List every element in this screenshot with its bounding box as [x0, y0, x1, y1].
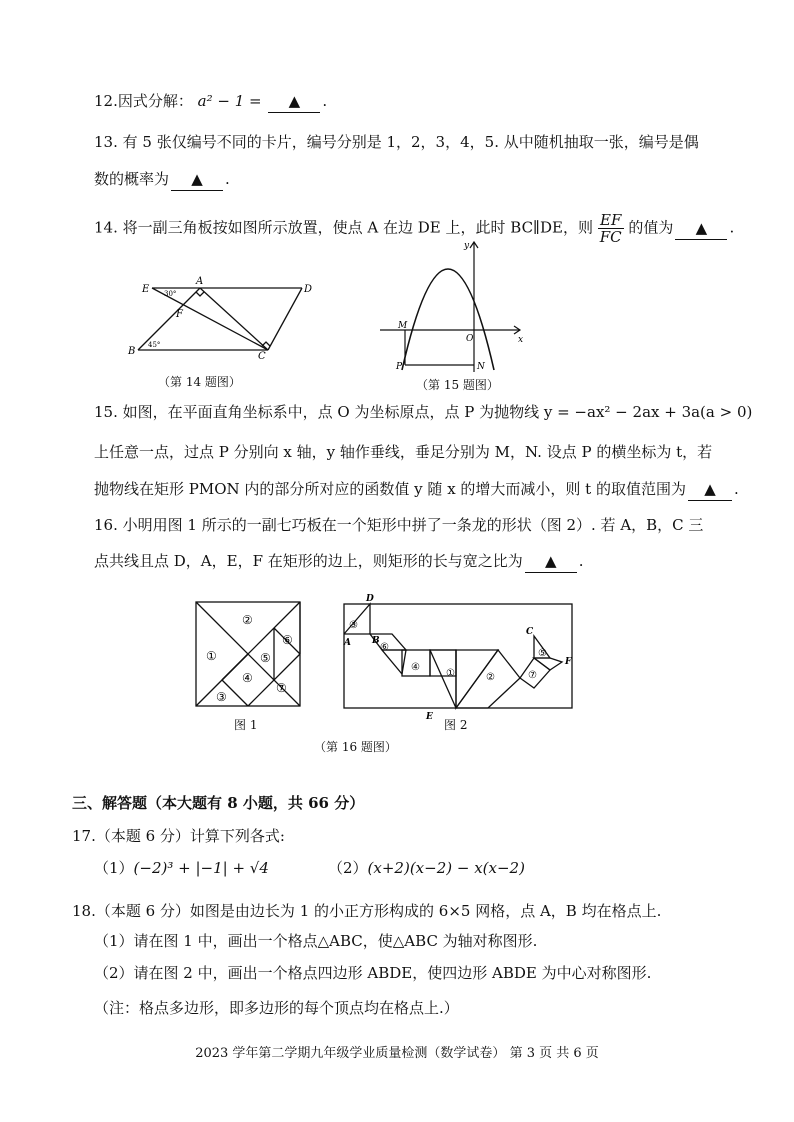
question-18-note: （注：格点多边形，即多边形的每个顶点均在格点上.） [94, 999, 459, 1017]
q12-number: 12. [94, 92, 118, 110]
point-A-label: A [344, 638, 351, 648]
dragon-piece-2: ② [486, 672, 495, 683]
label-N: N [477, 362, 485, 372]
dragon-piece-3: ③ [349, 620, 358, 631]
piece-6-label: ⑥ [282, 633, 293, 647]
dragon-piece-6: ⑥ [380, 642, 389, 653]
question-15-line-2: 上任意一点，过点 P 分别向 x 轴，y 轴作垂线，垂足分别为 M，N. 设点 P 的横坐标为 t，若 [94, 443, 713, 461]
triangle-icon: ▲ [695, 218, 708, 237]
triangle-icon: ▲ [544, 552, 557, 570]
piece-2-label: ② [242, 613, 253, 627]
question-15-line-3 [94, 478, 739, 501]
piece-4-label: ④ [242, 671, 253, 685]
point-B-label: B [372, 636, 380, 646]
q14-fraction-numerator: EF [598, 212, 624, 229]
q16-text: 点共线且点 D，A，E，F 在矩形的边上，则矩形的长与宽之比为 [94, 552, 523, 570]
question-17-part-2 [328, 857, 525, 879]
axis-x-label: x [518, 335, 524, 345]
piece-3-label: ③ [216, 690, 227, 704]
piece-5-label: ⑤ [260, 651, 271, 665]
question-17-part-1 [94, 857, 269, 879]
label-A: A [196, 276, 204, 287]
label-D: D [304, 284, 313, 295]
q16-end: . [578, 552, 584, 570]
q14-text-a: 14. 将一副三角板按如图所示放置，使点 A 在边 DE 上，此时 BC∥DE，则 [94, 218, 593, 237]
question-15-line-1: 15. 如图，在平面直角坐标系中，点 O 为坐标原点，点 P 为抛物线 y = −ax² − 2ax + 3a(a > 0) [94, 403, 753, 421]
piece-1-label: ① [206, 649, 217, 663]
figure-16-1-label: 图 1 [234, 718, 258, 732]
dragon-piece-1: ① [446, 668, 455, 679]
q12-expression: a² − 1 = [197, 92, 262, 110]
point-E-label: E [426, 712, 433, 722]
triangle-icon: ▲ [191, 170, 203, 188]
label-M: M [398, 321, 408, 331]
label-F: F [176, 309, 183, 320]
figure-16-tangram [194, 600, 302, 708]
piece-7-label: ⑦ [276, 681, 287, 695]
q15-end: . [733, 480, 739, 498]
q17-p1-number: （1） [94, 859, 134, 877]
page-footer: 2023 学年第二学期九年级学业质量检测（数学试卷） 第 3 页 共 6 页 [195, 1046, 599, 1061]
figure-15-caption: （第 15 题图） [416, 378, 499, 392]
q13-end: . [225, 170, 230, 188]
question-18-part-1: （1）请在图 1 中，画出一个格点△ABC，使△ABC 为轴对称图形. [94, 932, 538, 950]
label-C: C [258, 351, 266, 362]
dragon-piece-4: ④ [411, 662, 420, 673]
dragon-piece-7: ⑦ [528, 670, 537, 681]
point-D-label: D [366, 594, 374, 604]
q15-text: 抛物线在矩形 PMON 内的部分所对应的函数值 y 随 x 的增大而减小，则 t 的取值范围为 [94, 480, 686, 498]
section-3-heading: 三、解答题（本大题有 8 小题，共 66 分） [72, 794, 365, 812]
q14-answer-blank [675, 217, 727, 240]
q14-fraction-denominator: FC [599, 228, 622, 246]
q14-fraction [598, 212, 624, 245]
axis-y-label: y [464, 241, 470, 251]
triangle-icon: ▲ [288, 92, 301, 110]
q12-text: 因式分解： [117, 92, 193, 110]
figure-15 [378, 238, 528, 374]
label-B: B [128, 346, 136, 357]
q14-end: . [729, 218, 735, 237]
angle-30-label: 30° [164, 290, 177, 298]
question-13-line-2 [94, 168, 230, 191]
angle-45-label: 45° [148, 341, 161, 349]
figure-14-caption: （第 14 题图） [158, 375, 241, 389]
question-16-line-2 [94, 550, 584, 573]
question-13-line-1: 13. 有 5 张仅编号不同的卡片，编号分别是 1，2，3，4，5. 从中随机抽取一张，编号是偶 [94, 133, 699, 151]
figure-14 [120, 272, 320, 364]
q17-p2-number: （2） [328, 859, 368, 877]
q17-p2-expression: (x+2)(x−2) − x(x−2) [367, 859, 525, 877]
question-12 [94, 90, 327, 113]
q13-answer-blank [171, 168, 223, 191]
point-C-label: C [526, 627, 534, 637]
q12-end: . [322, 92, 328, 110]
triangle-icon: ▲ [704, 480, 716, 498]
q13-text: 数的概率为 [94, 170, 170, 188]
label-P: P [396, 362, 403, 372]
label-O: O [466, 334, 474, 344]
question-18-head: 18.（本题 6 分）如图是由边长为 1 的小正方形构成的 6×5 网格，点 A，B 均在格点上. [72, 902, 662, 920]
question-16-line-1: 16. 小明用图 1 所示的一副七巧板在一个矩形中拼了一条龙的形状（图 2）. 若 A，B，C 三 [94, 516, 704, 534]
q14-text-b: 的值为 [628, 218, 674, 237]
figure-16-caption: （第 16 题图） [314, 740, 397, 754]
q17-p1-expression: (−2)³ + |−1| + √4 [133, 859, 269, 877]
point-F-label: F [565, 657, 572, 667]
label-E: E [142, 284, 150, 295]
q16-answer-blank [525, 550, 577, 573]
q12-answer-blank [268, 90, 320, 113]
figure-16-2-label: 图 2 [444, 718, 468, 732]
figure-16-dragon [336, 590, 580, 724]
question-18-part-2: （2）请在图 2 中，画出一个格点四边形 ABDE，使四边形 ABDE 为中心对称图形. [94, 964, 652, 982]
dragon-piece-5: ⑤ [538, 648, 547, 659]
question-17-head: 17.（本题 6 分）计算下列各式: [72, 827, 285, 845]
q15-answer-blank [688, 478, 732, 501]
